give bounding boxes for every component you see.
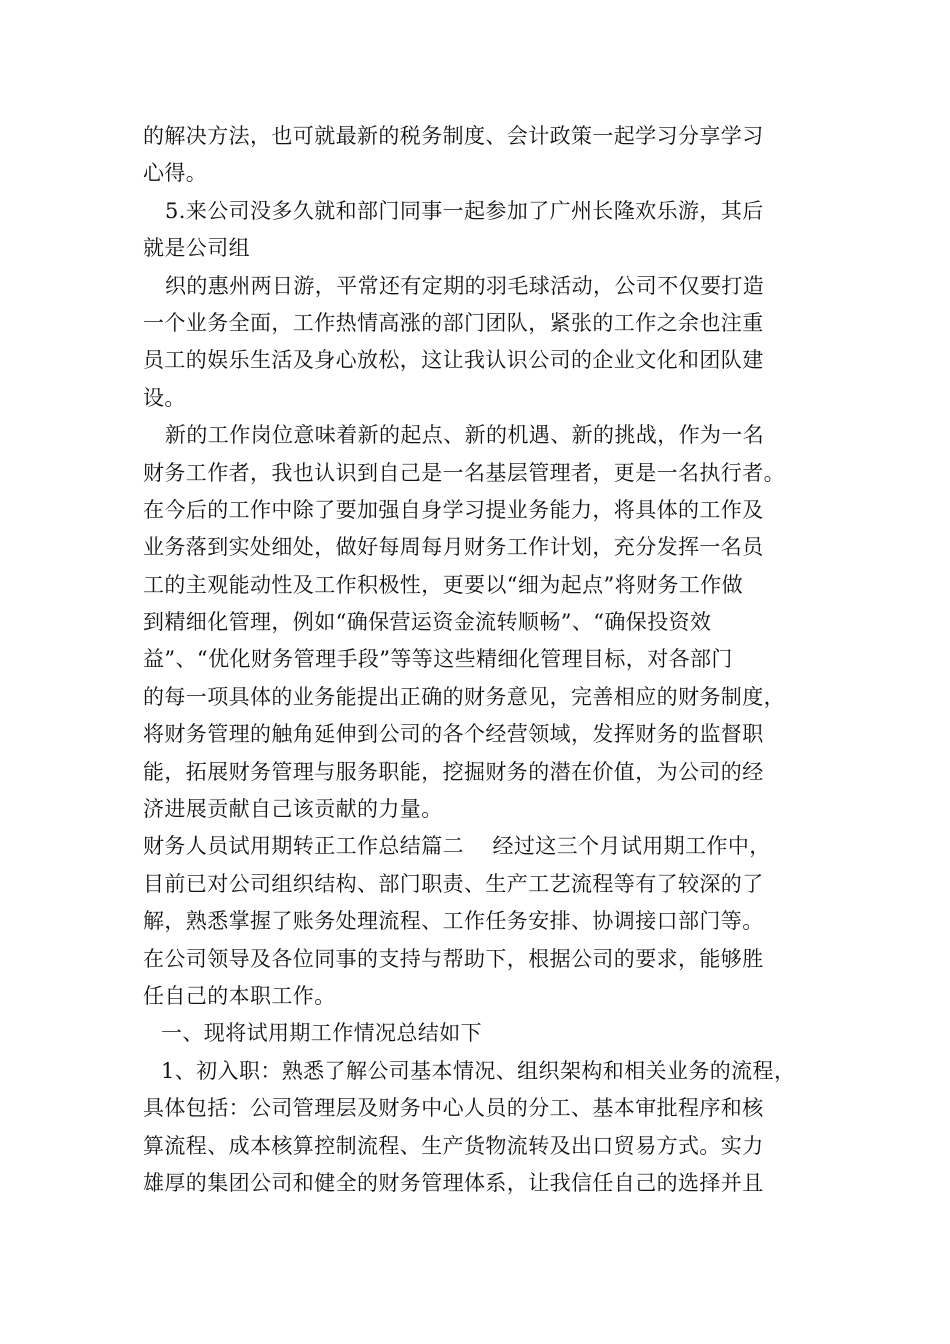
text-line: 的解决方法，也可就最新的税务制度、会计政策一起学习分享学习 <box>143 124 764 148</box>
text-line: 财务工作者，我也认识到自己是一名基层管理者，更是一名执行者。 <box>143 460 785 485</box>
text-line: 在公司领导及各位同事的支持与帮助下，根据公司的要求，能够胜 <box>143 946 764 971</box>
text-line: 设。 <box>143 385 186 410</box>
text-line: 业务落到实处细处，做好每周每月财务工作计划，充分发挥一名员 <box>143 535 764 560</box>
text-line: 济进展贡献自己该贡献的力量。 <box>143 797 443 822</box>
text-line: 任自己的本职工作。 <box>143 983 336 1008</box>
text-line: 织的惠州两日游，平常还有定期的羽毛球活动，公司不仅要打造 <box>165 273 765 298</box>
text-line: 工的主观能动性及工作积极性，更要以“细为起点”将财务工作做 <box>143 572 744 597</box>
text-line: 到精细化管理，例如“确保营运资金流转顺畅”、“确保投资效 <box>143 610 712 635</box>
text-line: 将财务管理的触角延伸到公司的各个经营领域，发挥财务的监督职 <box>143 722 764 747</box>
text-line: 的每一项具体的业务能提出正确的财务意见，完善相应的财务制度， <box>143 684 785 709</box>
text-line: 具体包括：公司管理层及财务中心人员的分工、基本审批程序和核 <box>143 1096 764 1121</box>
text-line: 算流程、成本核算控制流程、生产货物流转及出口贸易方式。实力 <box>143 1133 764 1158</box>
text-line: 员工的娱乐生活及身心放松，这让我认识公司的企业文化和团队建 <box>143 348 764 373</box>
text-line: 在今后的工作中除了要加强自身学习提业务能力，将具体的工作及 <box>143 497 764 522</box>
text-line: 目前已对公司组织结构、部门职责、生产工艺流程等有了较深的了 <box>143 871 764 896</box>
text-line: 雄厚的集团公司和健全的财务管理体系，让我信任自己的选择并且 <box>143 1170 764 1195</box>
text-line: 5.来公司没多久就和部门同事一起参加了广州长隆欢乐游，其后 <box>165 198 764 223</box>
text-line: 就是公司组 <box>143 236 250 261</box>
document-body <box>143 118 813 1202</box>
text-line: 心得。 <box>143 161 208 186</box>
text-line: 益”、“优化财务管理手段”等等这些精细化管理目标，对各部门 <box>143 647 733 672</box>
text-line: 能，拓展财务管理与服务职能，挖掘财务的潜在价值，为公司的经 <box>143 759 764 784</box>
subheading-line: 一、现将试用期工作情况总结如下 <box>161 1021 482 1046</box>
text-line: 一个业务全面，工作热情高涨的部门团队，紧张的工作之余也注重 <box>143 310 764 335</box>
section-heading-line: 财务人员试用期转正工作总结篇二 经过这三个月试用期工作中， <box>143 834 771 859</box>
text-line: 1、初入职：熟悉了解公司基本情况、组织架构和相关业务的流程， <box>161 1058 796 1083</box>
text-line: 新的工作岗位意味着新的起点、新的机遇、新的挑战，作为一名 <box>165 423 765 448</box>
text-line: 解，熟悉掌握了账务处理流程、工作任务安排、协调接口部门等。 <box>143 909 764 934</box>
